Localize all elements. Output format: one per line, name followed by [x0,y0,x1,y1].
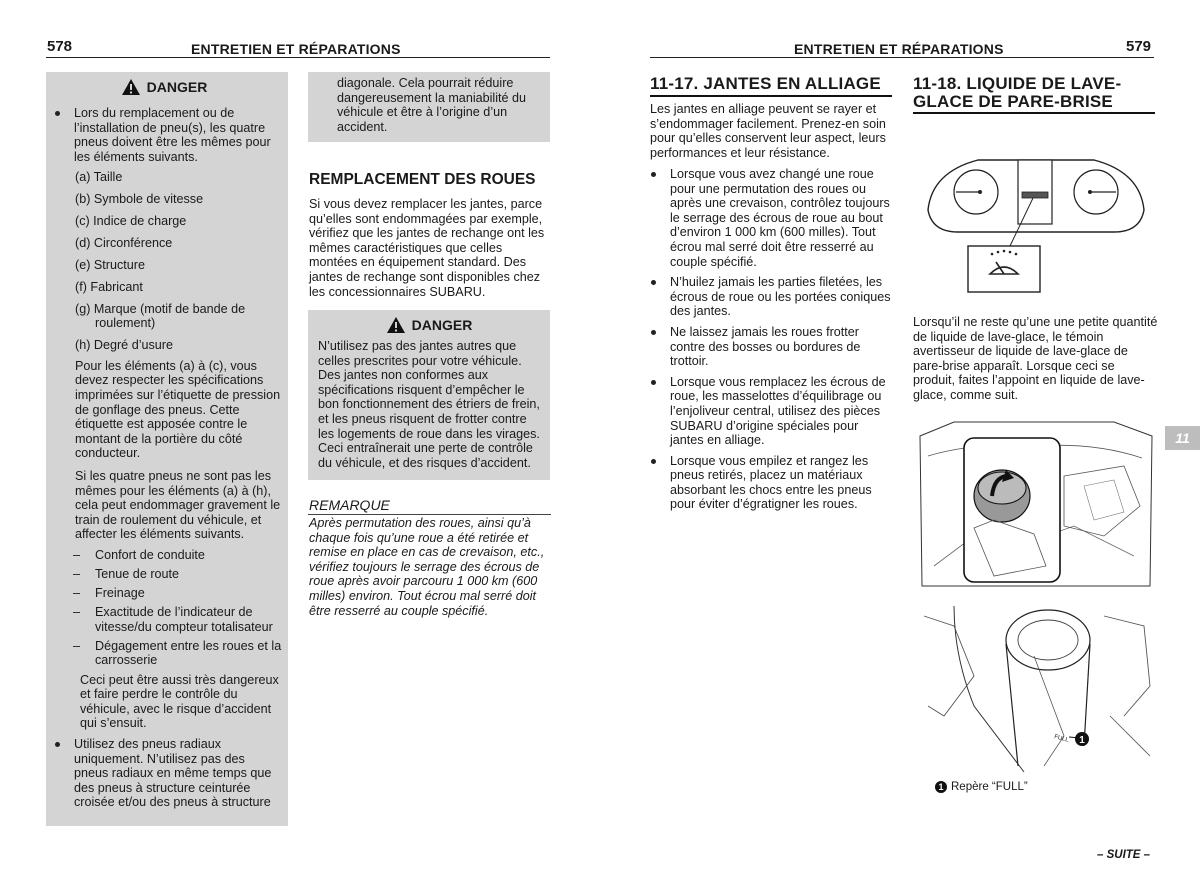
remark-rule [308,514,551,515]
spec-item: (f) Fabricant [75,279,143,294]
left-page-number: 578 [47,38,73,55]
spec-item: (d) Circonférence [75,236,173,251]
spec-item: (c) Indice de charge [75,214,187,229]
alloy-bullet: N’huilez jamais les parties filetées, les écrous de roue ou les portées coniques des jantes. [642,275,894,319]
spec-item: (h) Degré d’usure [75,338,173,353]
washer-title-underline [913,112,1155,114]
section-title-wheel-replacement: REMPLACEMENT DES ROUES [309,171,536,188]
right-running-header: ENTRETIEN ET RÉPARATIONS [794,41,1004,57]
effect-item: – Exactitude de l’indicateur de vitesse/du compteur totalisateur [46,605,282,634]
spec-item: (a) Taille [75,170,123,185]
danger-para-2: Si les quatre pneus ne sont pas les mêmes pour les éléments (a) à (h), cela peut endommager gravement le train de roulement du véhicule, et affecter les éléments suivants. [75,468,281,542]
remark-text: Après permutation des roues, ainsi qu’à chaque fois qu’une roue a été retirée et remise en place en cas de crevaison, etc., vérifiez toujours le serrage des écrous de roue après avoir parcouru 1 000 km (600 milles) environ. Tout écrou mal serré doit être resserré au couple spécifié. [309,516,545,618]
alloy-bullet: Lorsque vous remplacez les écrous de roue, les masselottes d’équilibrage ou l’enjoliveur central, utilisez des pièces SUBARU d’origine spéciales pour jantes en alliage. [642,375,894,448]
washer-reservoir-figure [914,596,1157,774]
section-title-washer-line1: 11-18. LIQUIDE DE LAVE- [913,74,1122,93]
danger-box-2-content [308,310,550,470]
wheel-replacement-text: Si vous devez remplacer les jantes, parce qu’elles sont endommagées par exemple, vérifiez que les jantes de rechange ont les mêmes caractéristiques que celles montées en équipement standard. Des jantes de rechange sont disponibles chez les concessionnaires SUBARU. [309,197,545,299]
effect-item: – Tenue de route [46,567,282,582]
left-running-header: ENTRETIEN ET RÉPARATIONS [191,41,401,57]
spec-item: (e) Structure [75,257,145,272]
spec-item: (b) Symbole de vitesse [75,192,204,207]
chapter-tab: 11 [1165,426,1200,450]
right-page-number: 579 [1126,38,1152,55]
alloy-bullet: Lorsque vous avez changé une roue pour une permutation des roues ou après une crevaison, contrôlez toujours le serrage des écrous de roue au bout d’environ 1 000 km (600 milles). Tout écrou mal serré doit être resserré au couple spécifié. [642,167,894,269]
section-title-alloy-wheels: 11-17. JANTES EN ALLIAGE [650,74,881,93]
danger-bullet-2: Utilisez des pneus radiaux uniquement. N’utilisez pas des pneus radiaux en même temps que des pneus à structure ceinturée croisée et/ou des pneus à structure [46,737,282,810]
effect-item: – Freinage [46,586,282,601]
washer-text: Lorsqu’il ne reste qu’une une petite quantité de liquide de lave-glace, le témoin avertisseur de liquide de lave-glace de pare-brise apparaît. Lorsque ceci se produit, faites l’appoint en liquide de lave-glace, comme suit. [913,315,1158,402]
spec-list [46,170,282,352]
callout-text: Repère “FULL” [951,781,1028,793]
danger-continued-text: diagonale. Cela pourrait réduire dangereusement la maniabilité du véhicule et être à l’origine d’un accident. [337,76,527,134]
alloy-bullet: Lorsque vous empilez et rangez les pneus retirés, placez un matériaux absorbant les chocs entre les pneus pour éviter d’égratigner les roues. [642,454,894,512]
danger-2-text: N’utilisez pas des jantes autres que celles prescrites pour votre véhicule. Des jantes non conformes aux spécifications risquent d’empêcher le bon fonctionnement des étriers de frein, et les pneus risquent de frotter contre les logements de roue dans les virages. Ceci entraînerait une perte de contrôle du véhicule, et des risques d’accident. [318,339,540,470]
engine-bay-figure [914,416,1157,592]
warning-triangle-icon [121,78,141,96]
alloy-title-underline [650,95,892,97]
callout-badge: 1 [935,781,947,793]
continued-footer: – SUITE – [1097,849,1151,861]
effects-list [46,548,282,668]
danger-para-3: Ceci peut être aussi très dangereux et faire perdre le contrôle du véhicule, avec le risque d’accident qui s’ensuit. [80,672,279,731]
effect-item: – Confort de conduite [46,548,282,563]
figure-legend [935,781,1028,793]
instrument-cluster-figure [918,150,1154,296]
danger-heading-2 [308,316,550,334]
figure-callout-number: 1 [1079,735,1085,746]
danger-heading [46,78,282,96]
effect-item: – Dégagement entre les roues et la carrosserie [46,639,282,668]
left-header-rule [46,57,550,58]
danger-bullet-1: Lors du remplacement ou de l’installation de pneu(s), les quatre pneus doivent être les mêmes pour les éléments suivants. [46,106,282,164]
danger-title: DANGER [146,78,208,95]
alloy-intro: Les jantes en alliage peuvent se rayer et s’endommager facilement. Prenez-en soin pour qu’elles conservent leur aspect, leurs performances et leur résistance. [650,102,886,160]
right-header-rule [650,57,1154,58]
spec-item: (g) Marque (motif de bande de roulement) [75,301,246,331]
danger-2-title: DANGER [411,316,473,333]
figure-full-mark: FULL [1053,734,1070,744]
section-title-washer-line2: GLACE DE PARE-BRISE [913,92,1113,111]
remark-title: REMARQUE [309,497,390,513]
danger-box-content [46,72,282,810]
alloy-bullet: Ne laissez jamais les roues frotter contre des bosses ou bordures de trottoir. [642,325,894,369]
danger-para-1: Pour les éléments (a) à (c), vous devez respecter les spécifications imprimées sur l’étiquette de pression de gonflage des pneus. Cette étiquette est apposée contre le montant de la portière du côté conducteur. [75,358,281,461]
alloy-bullet-list [642,167,894,512]
warning-triangle-icon [386,316,406,334]
